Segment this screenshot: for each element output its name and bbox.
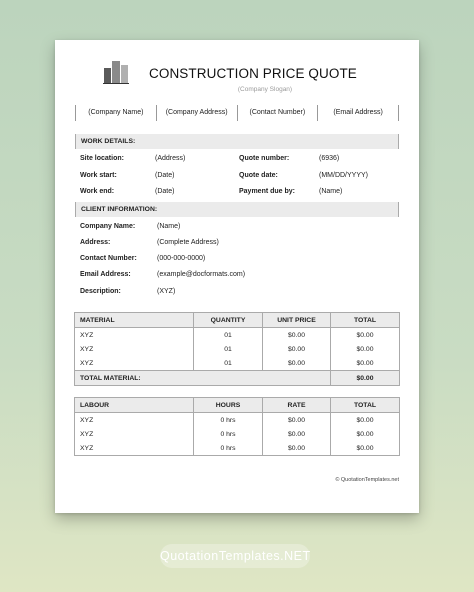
- company-contact-cell: (Contact Number): [237, 105, 318, 121]
- labour-cell: XYZ: [75, 441, 194, 456]
- total-cell: $0.00: [331, 328, 400, 343]
- unit-price-header: UNIT PRICE: [263, 313, 331, 328]
- table-row: [75, 413, 400, 428]
- labour-total-header: TOTAL: [331, 398, 400, 413]
- client-company-label: Company Name:: [80, 223, 136, 230]
- rate-cell: $0.00: [263, 441, 331, 456]
- quote-number-label: Quote number:: [239, 155, 290, 162]
- total-cell: $0.00: [331, 342, 400, 356]
- site-location-value: (Address): [155, 155, 186, 162]
- company-address-cell: (Company Address): [156, 105, 237, 121]
- material-cell: XYZ: [75, 356, 194, 371]
- material-cell: XYZ: [75, 342, 194, 356]
- company-name-cell: (Company Name): [75, 105, 156, 121]
- client-address-value: (Complete Address): [157, 239, 219, 246]
- quantity-cell: 01: [194, 342, 263, 356]
- labour-cell: XYZ: [75, 413, 194, 428]
- payment-due-label: Payment due by:: [239, 188, 296, 195]
- total-material-value: $0.00: [331, 371, 400, 386]
- total-header: TOTAL: [331, 313, 400, 328]
- quote-date-label: Quote date:: [239, 172, 278, 179]
- quote-document: [55, 40, 419, 513]
- labour-total-cell: $0.00: [331, 441, 400, 456]
- client-company-value: (Name): [157, 223, 181, 230]
- client-contact-label: Contact Number:: [80, 255, 137, 262]
- hours-cell: 0 hrs: [194, 427, 263, 441]
- unit-price-cell: $0.00: [263, 342, 331, 356]
- hours-header: HOURS: [194, 398, 263, 413]
- material-table: [74, 312, 400, 386]
- client-info-heading: CLIENT INFORMATION:: [75, 202, 399, 217]
- rate-cell: $0.00: [263, 427, 331, 441]
- work-start-value: (Date): [155, 172, 175, 179]
- copyright-credit: © QuotationTemplates.net: [335, 477, 399, 483]
- labour-table: [74, 397, 400, 456]
- page-title: CONSTRUCTION PRICE QUOTE: [149, 66, 357, 81]
- client-contact-value: (000-000-0000): [157, 255, 206, 262]
- client-email-value: (example@docformats.com): [157, 271, 246, 278]
- table-row: [75, 328, 400, 343]
- unit-price-cell: $0.00: [263, 356, 331, 371]
- quantity-cell: 01: [194, 356, 263, 371]
- rate-cell: $0.00: [263, 413, 331, 428]
- client-description-value: (XYZ): [157, 288, 176, 295]
- hours-cell: 0 hrs: [194, 413, 263, 428]
- table-row: [75, 441, 400, 456]
- labour-cell: XYZ: [75, 427, 194, 441]
- table-row: [75, 342, 400, 356]
- client-email-label: Email Address:: [80, 271, 131, 278]
- material-cell: XYZ: [75, 328, 194, 343]
- work-start-label: Work start:: [80, 172, 117, 179]
- unit-price-cell: $0.00: [263, 328, 331, 343]
- table-row: [75, 356, 400, 371]
- client-address-label: Address:: [80, 239, 111, 246]
- rate-header: RATE: [263, 398, 331, 413]
- client-description-label: Description:: [80, 288, 121, 295]
- company-info-row: [75, 105, 399, 121]
- hours-cell: 0 hrs: [194, 441, 263, 456]
- quote-date-value: (MM/DD/YYYY): [319, 172, 368, 179]
- total-material-row: [75, 371, 400, 386]
- quantity-cell: 01: [194, 328, 263, 343]
- quote-number-value: (6936): [319, 155, 340, 162]
- labour-total-cell: $0.00: [331, 413, 400, 428]
- total-material-label: TOTAL MATERIAL:: [75, 371, 331, 386]
- work-details-heading: WORK DETAILS:: [75, 134, 399, 149]
- payment-due-value: (Name): [319, 188, 343, 195]
- labour-header: LABOUR: [75, 398, 194, 413]
- table-row: [75, 427, 400, 441]
- labour-total-cell: $0.00: [331, 427, 400, 441]
- building-icon: [103, 60, 129, 84]
- work-end-label: Work end:: [80, 188, 115, 195]
- company-slogan: (Company Slogan): [237, 86, 293, 93]
- material-header-row: [75, 313, 400, 328]
- labour-header-row: [75, 398, 400, 413]
- site-location-label: Site location:: [80, 155, 124, 162]
- work-end-value: (Date): [155, 188, 175, 195]
- company-email-cell: (Email Address): [317, 105, 399, 121]
- material-header: MATERIAL: [75, 313, 194, 328]
- brand-watermark: QuotationTemplates.NET: [160, 544, 310, 568]
- quantity-header: QUANTITY: [194, 313, 263, 328]
- total-cell: $0.00: [331, 356, 400, 371]
